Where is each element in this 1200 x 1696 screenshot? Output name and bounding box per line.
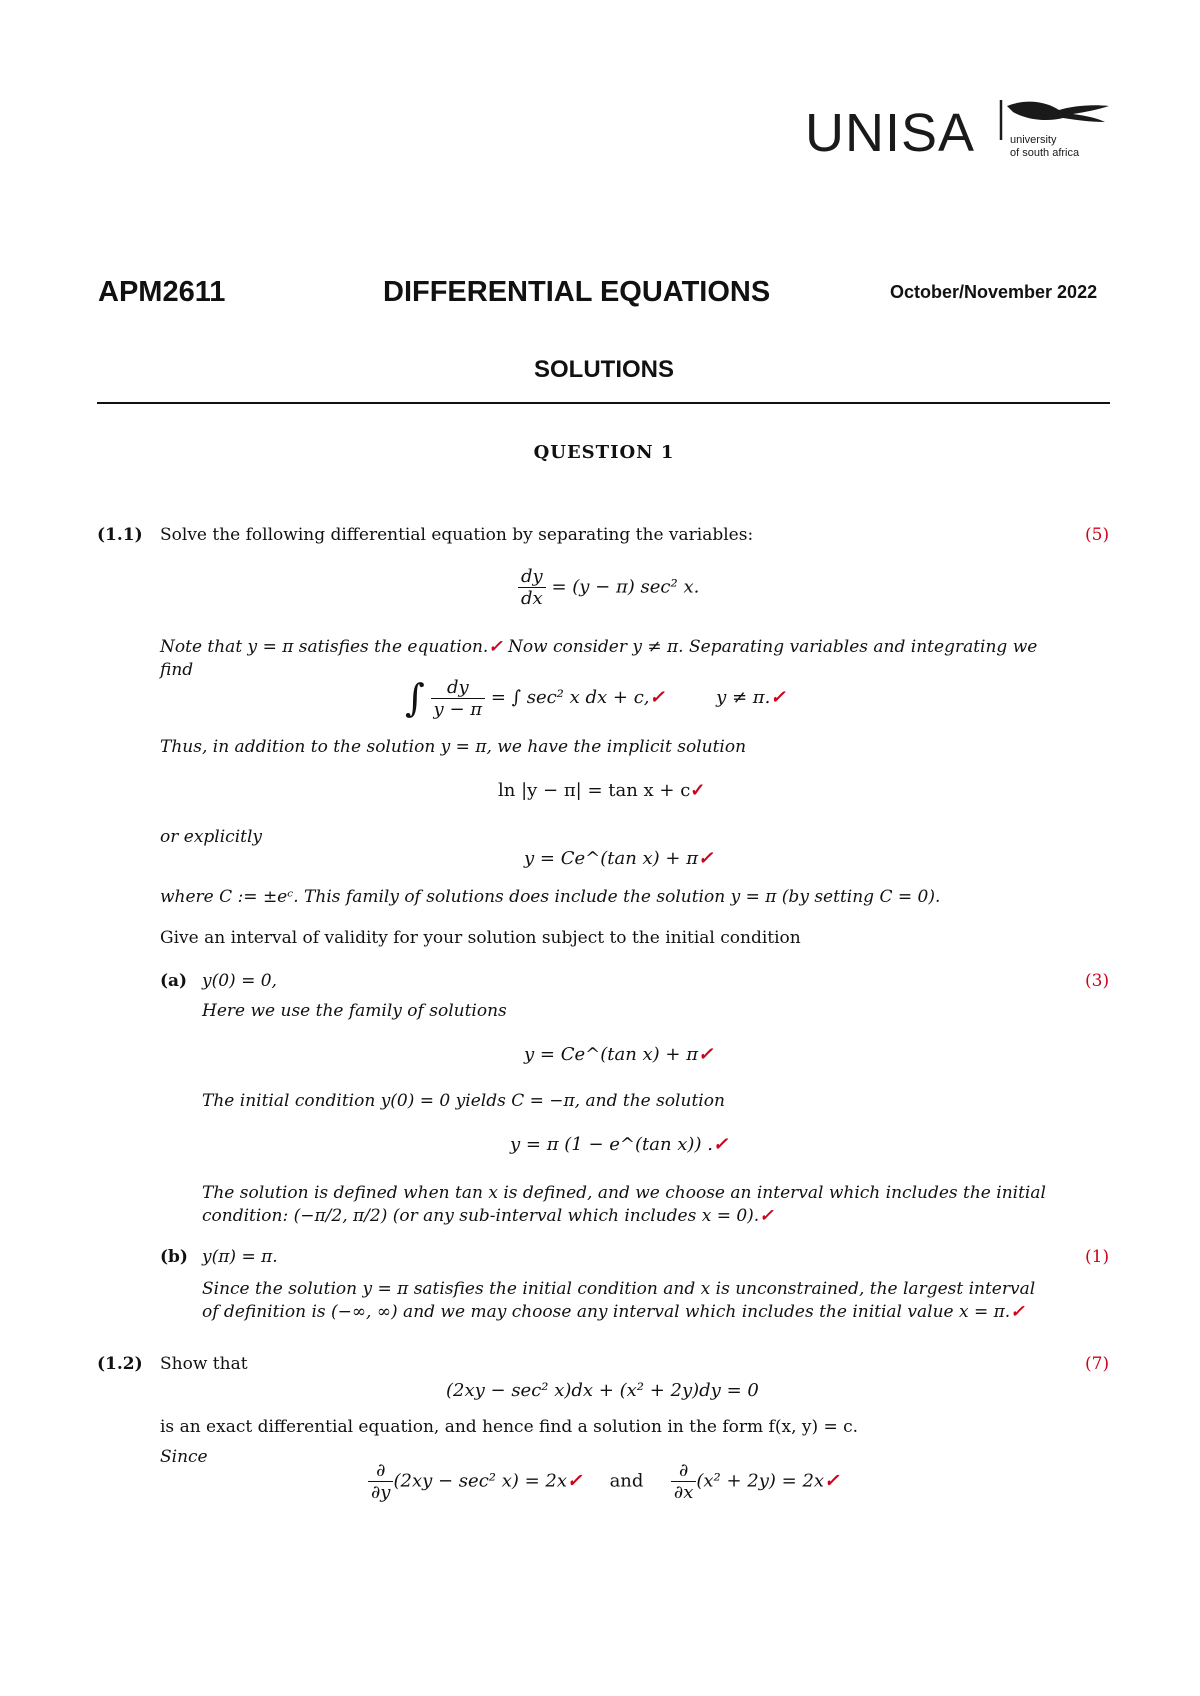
part-a-line4: condition: (−π/2, π/2) (or any sub-interval which includes x = 0).	[202, 1206, 760, 1226]
unisa-logo	[805, 100, 1115, 170]
part-a-label: (a)	[160, 971, 188, 991]
part-b-label: (b)	[160, 1247, 188, 1267]
check-icon: ✓	[1010, 1302, 1025, 1322]
check-icon: ✓	[698, 848, 714, 869]
part-b-line2-wrap	[202, 1301, 1024, 1323]
where-line: where C := ±eᶜ. This family of solutions does include the solution y = π (by setting C = 0).	[160, 887, 941, 907]
header-rule	[97, 402, 1110, 404]
check-icon: ✓	[824, 1470, 840, 1492]
q1-1-integral	[405, 676, 785, 720]
q1-2-partials	[368, 1460, 839, 1503]
note-b: Now consider y ≠ π. Separating variables and integrating we	[502, 637, 1038, 657]
implicit-equation	[498, 780, 705, 801]
part-a-line4-wrap	[202, 1205, 773, 1227]
pd1-expr: (2xy − sec² x) = 2x	[393, 1470, 568, 1492]
part-a-condition: y(0) = 0,	[202, 971, 277, 991]
part-a-eq2	[510, 1134, 728, 1155]
q1-1-prompt: Solve the following differential equation by separating the variables:	[160, 525, 754, 545]
pd2-num: ∂	[671, 1460, 696, 1482]
part-b-condition: y(π) = π.	[202, 1247, 278, 1267]
int-rhs: = ∫ sec² x dx + c,	[490, 687, 650, 708]
part-a-line2: The initial condition y(0) = 0 yields C = −π, and the solution	[202, 1091, 725, 1111]
part-a-line3: The solution is defined when tan x is defined, and we choose an interval which includes the initial	[202, 1183, 1046, 1203]
int-cond: y ≠ π.	[716, 687, 771, 708]
explicit-eq: y = Ce^(tan x) + π	[524, 848, 699, 869]
q1-2-prompt: Show that	[160, 1354, 248, 1374]
eq-rhs: = (y − π) sec² x.	[551, 576, 700, 598]
q1-1-equation	[518, 566, 699, 609]
q1-1-marks: (5)	[1085, 525, 1110, 545]
part-a-eq1-text: y = Ce^(tan x) + π	[524, 1044, 699, 1065]
pd1-num: ∂	[368, 1460, 393, 1482]
question-heading: QUESTION 1	[533, 442, 675, 463]
q1-2-since: Since	[160, 1447, 208, 1467]
frac-num: dy	[518, 566, 546, 588]
check-icon: ✓	[567, 1470, 583, 1492]
q1-2-marks: (7)	[1085, 1354, 1110, 1374]
pd1-den: ∂y	[371, 1482, 391, 1503]
exam-date: October/November 2022	[890, 282, 1098, 302]
part-b-line1: Since the solution y = π satisfies the initial condition and x is unconstrained, the largest interval	[202, 1279, 1036, 1299]
solutions-subtitle: SOLUTIONS	[533, 356, 674, 383]
q1-1-note-c: find	[160, 660, 194, 680]
check-icon: ✓	[698, 1044, 714, 1065]
frac-den: dx	[521, 588, 543, 609]
integral-sign-icon: ∫	[405, 676, 425, 720]
part-b-line2: of definition is (−∞, ∞) and we may choose any interval which includes the initial value x = π.	[202, 1302, 1011, 1322]
and-word: and	[609, 1470, 644, 1492]
course-code: APM2611	[98, 276, 226, 308]
logo-sub2: of south africa	[1010, 147, 1080, 159]
logo-wordmark: UNISA	[805, 103, 976, 163]
part-b-marks: (1)	[1085, 1247, 1110, 1267]
check-icon: ✓	[759, 1206, 774, 1226]
q1-2-equation: (2xy − sec² x)dx + (x² + 2y)dy = 0	[446, 1380, 759, 1401]
or-explicitly: or explicitly	[160, 827, 262, 847]
q1-2-line1: is an exact differential equation, and hence find a solution in the form f(x, y) = c.	[160, 1417, 859, 1437]
explicit-equation	[524, 848, 713, 869]
pd1-fraction	[368, 1460, 393, 1503]
logo-sub1: university	[1010, 134, 1057, 146]
q1-1-label: (1.1)	[97, 525, 143, 545]
pd2-den: ∂x	[673, 1482, 694, 1503]
course-title: DIFFERENTIAL EQUATIONS	[383, 276, 771, 308]
check-icon: ✓	[770, 687, 786, 708]
check-icon: ✓	[712, 1134, 729, 1155]
part-a-eq2-text: y = π (1 − e^(tan x)) .	[510, 1134, 713, 1155]
implicit-eq: ln |y − π| = tan x + c	[498, 780, 691, 801]
q1-2-label: (1.2)	[97, 1354, 143, 1374]
pd2-fraction	[671, 1460, 696, 1503]
part-a-marks: (3)	[1085, 971, 1110, 991]
check-icon: ✓	[690, 780, 706, 801]
note-a: Note that y = π satisfies the equation.	[160, 637, 489, 657]
part-a-eq1	[524, 1044, 713, 1065]
check-icon: ✓	[649, 687, 665, 708]
dy-dx-fraction	[518, 566, 546, 609]
int-fraction	[431, 677, 486, 720]
int-num: dy	[431, 677, 486, 699]
check-icon: ✓	[488, 637, 503, 657]
thus-line: Thus, in addition to the solution y = π, we have the implicit solution	[160, 737, 747, 757]
int-den: y − π	[433, 698, 483, 720]
interval-prompt: Give an interval of validity for your solution subject to the initial condition	[160, 928, 801, 948]
pd2-expr: (x² + 2y) = 2x	[696, 1470, 825, 1492]
q1-1-note	[160, 636, 1080, 658]
part-a-line1: Here we use the family of solutions	[202, 1001, 507, 1021]
